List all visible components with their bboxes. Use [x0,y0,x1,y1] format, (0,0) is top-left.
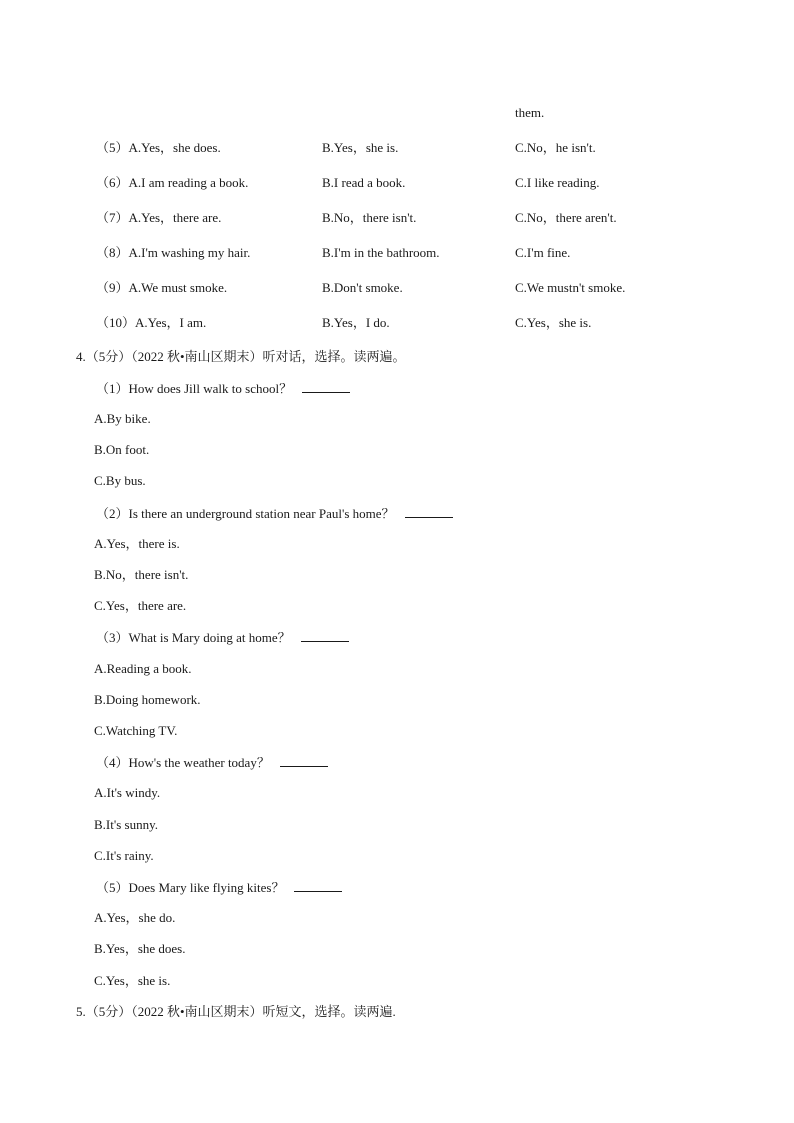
section-4-heading: 4.（5分）（2022 秋•南山区期末）听对话，选择。读两遍。 [76,349,406,364]
answer-option: A.It's windy. [94,785,161,800]
option-a: （10）A.Yes，I am. [96,315,207,330]
answer-option: A.Yes，she do. [94,910,176,925]
answer-blank[interactable] [405,505,453,518]
answer-option: A.By bike. [94,411,151,426]
answer-option: C.By bus. [94,473,146,488]
section-5-heading: 5.（5分）（2022 秋•南山区期末）听短文，选择。读两遍. [76,1004,396,1019]
option-b: B.No，there isn't. [322,210,417,225]
question-text: （4）How's the weather today？ [96,755,270,770]
option-row-10 [0,315,794,331]
option-c: C.I'm fine. [515,245,571,260]
option-row-8 [0,245,794,261]
option-c: C.No，he isn't. [515,140,596,155]
answer-option: C.Watching TV. [94,723,178,738]
question-4 [96,754,328,771]
answer-blank[interactable] [302,380,350,393]
question-1 [96,380,350,397]
option-b: B.Don't smoke. [322,280,403,295]
answer-option: B.On foot. [94,442,150,457]
option-a: （9）A.We must smoke. [96,280,228,295]
option-row-6 [0,175,794,191]
option-row-9 [0,280,794,296]
option-c: C.Yes，she is. [515,315,592,330]
option-a: （8）A.I'm washing my hair. [96,245,251,260]
option-row-5 [0,140,794,156]
option-b: B.I read a book. [322,175,406,190]
option-b: B.I'm in the bathroom. [322,245,440,260]
option-b: B.Yes，I do. [322,315,390,330]
question-5 [96,879,342,896]
question-text: （3）What is Mary doing at home？ [96,630,291,645]
carry-over-text: them. [515,105,545,120]
answer-blank[interactable] [301,629,349,642]
option-row-7 [0,210,794,226]
option-c: C.No，there aren't. [515,210,617,225]
answer-option: C.It's rainy. [94,848,154,863]
answer-blank[interactable] [280,754,328,767]
question-text: （2）Is there an underground station near Paul's home？ [96,506,395,521]
option-a: （6）A.I am reading a book. [96,175,249,190]
answer-option: B.Yes，she does. [94,941,186,956]
question-text: （1）How does Jill walk to school？ [96,381,293,396]
answer-option: B.No，there isn't. [94,567,189,582]
answer-option: A.Reading a book. [94,661,192,676]
answer-option: C.Yes，there are. [94,598,187,613]
option-a: （5）A.Yes，she does. [96,140,221,155]
answer-blank[interactable] [294,879,342,892]
option-c: C.We mustn't smoke. [515,280,626,295]
question-2 [96,505,453,522]
question-3 [96,629,349,646]
question-text: （5）Does Mary like flying kites？ [96,880,285,895]
answer-option: C.Yes，she is. [94,973,171,988]
option-a: （7）A.Yes，there are. [96,210,222,225]
option-c: C.I like reading. [515,175,600,190]
answer-option: B.It's sunny. [94,817,158,832]
answer-option: B.Doing homework. [94,692,201,707]
option-b: B.Yes，she is. [322,140,399,155]
answer-option: A.Yes，there is. [94,536,180,551]
